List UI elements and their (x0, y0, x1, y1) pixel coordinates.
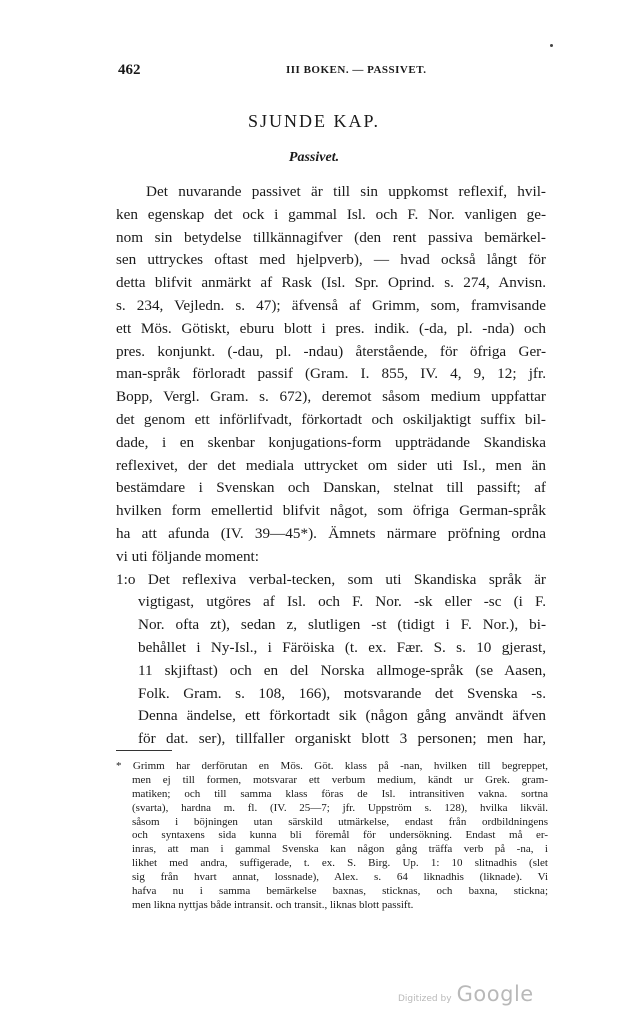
footnote-line: (svarta), hardna m. fl. (IV. 25—7; jfr. Uppström s. 128), hvilka likväl. (132, 801, 548, 814)
body-line: dade, i en skenbar konjugations-form uppträdande Skandiska (116, 433, 546, 451)
digitized-watermark (398, 982, 534, 1006)
body-line: detta blifvit anmärkt af Rask (Isl. Spr. Oprind. s. 274, Anvisn. (116, 274, 546, 292)
body-line: behållet i Ny-Isl., i Färöiska (t. ex. Fær. S. s. 10 gjerast, (138, 638, 546, 656)
footnote-line: * Grimm har derförutan en Mös. Göt. klass på -nan, hvilken till begreppet, (116, 760, 548, 772)
body-line: för dat. ser), tillfaller organiskt blott 3 personen; men har, (138, 730, 546, 748)
body-line: Det nuvarande passivet är till sin uppkomst reflexif, hvil- (146, 183, 546, 200)
body-line: s. 234, Vejledn. s. 47); äfvenså af Grimm, som, framvisande (116, 296, 546, 314)
body-line: reflexivet, der det mediala uttrycket om sider uti Isl., men än (116, 456, 546, 474)
footnote-line: likhet med andra, suffigerade, t. ex. S. Birg. Up. 1: 10 slitnadhis (slet (132, 857, 548, 870)
body-line: det genom ett införlifvadt, förkortadt och oskiljaktigt suffix bil- (116, 410, 546, 428)
body-line: Denna ändelse, ett förkortadt sik (någon gång användt äfven (138, 707, 546, 725)
body-line: Folk. Gram. s. 108, 166), motsvarande det Svenska -s. (138, 684, 546, 702)
footnote-line: såsom i böjningen utan särskild utmärkelse, endast från ordbildningens (132, 815, 548, 828)
body-line: ken egenskap det ock i gammal Isl. och F. Nor. vanligen ge- (116, 205, 546, 223)
footnote-line: och syntaxens sida kunna bli föremål för undersökning. Endast må er- (132, 829, 548, 842)
footnote-line: sig från hvart annat, lossnade), Alex. s. 64 liknadhis (liknade). Vi (132, 871, 548, 884)
body-line: vi uti följande moment: (116, 547, 259, 565)
section-title: Passivet. (288, 150, 340, 165)
page-number: 462 (118, 62, 141, 78)
footnote-line: matiken; och till samma klass föras de Isl. intransitiven vakna. sortna (132, 787, 548, 800)
body-line: pres. konjunkt. (-dau, pl. -ndau) återstående, för öfriga Ger- (116, 342, 546, 360)
footnote-line: men likna nyttjas både intransit. och transit., liknas blott passift. (132, 898, 414, 911)
footnote-line: inras, att man i gammal Svenska kan någon gång träffa verb på -na, i (132, 843, 548, 856)
body-line: nom sin betydelse tillkännagifver (den rent passiva bemärkel- (116, 228, 546, 246)
footnote-line: men ej till formen, motsvarar ett verbum medium, kändt ur Grek. gram- (132, 773, 548, 786)
chapter-heading: SJUNDE KAP. (247, 111, 381, 131)
footnote-rule (116, 750, 172, 751)
body-line: bestämdare i Svenskan och Danskan, stelnat till passift; af (116, 479, 546, 497)
body-line: ha att afunda (IV. 39—45*). Ämnets närmare pröfning ordna (116, 524, 546, 542)
watermark-caption: Digitized by (398, 994, 452, 1004)
google-logo: Google (456, 982, 534, 1006)
body-line: 1:o Det reflexiva verbal-tecken, som uti Skandiska språk är (116, 570, 546, 588)
body-line: 11 skjiftast) och en del Norska allmoge-språk (se Aasen, (138, 661, 546, 679)
body-line: vigtigast, utgöres af Isl. och F. Nor. -sk eller -sc (i F. (138, 593, 546, 611)
body-line: hvilken form emellertid blifvit något, som öfriga German-språk (116, 502, 546, 520)
body-text (116, 181, 546, 751)
body-line: Bopp, Vergl. Gram. s. 672), deremot såsom medium uppfattar (116, 388, 546, 406)
body-line: ett Mös. Götiskt, eburu blott i pres. indik. (-da, pl. -nda) och (116, 319, 546, 337)
running-head: III BOKEN. — PASSIVET. (286, 64, 427, 76)
body-line: man-språk förloradt passif (Gram. I. 855, IV. 4, 9, 12; jfr. (116, 365, 546, 383)
footnote (116, 760, 548, 913)
body-line: sen uttryckes oftast med hjelpverb), — hvad också långt för (116, 251, 546, 269)
page-speck (550, 44, 553, 47)
body-line: Nor. ofta zt), sedan z, slutligen -st (tidigt i F. Nor.), bi- (138, 616, 546, 634)
footnote-line: hafva nu i samma bemärkelse baxnas, sticknas, och baxna, stickna; (132, 885, 548, 898)
